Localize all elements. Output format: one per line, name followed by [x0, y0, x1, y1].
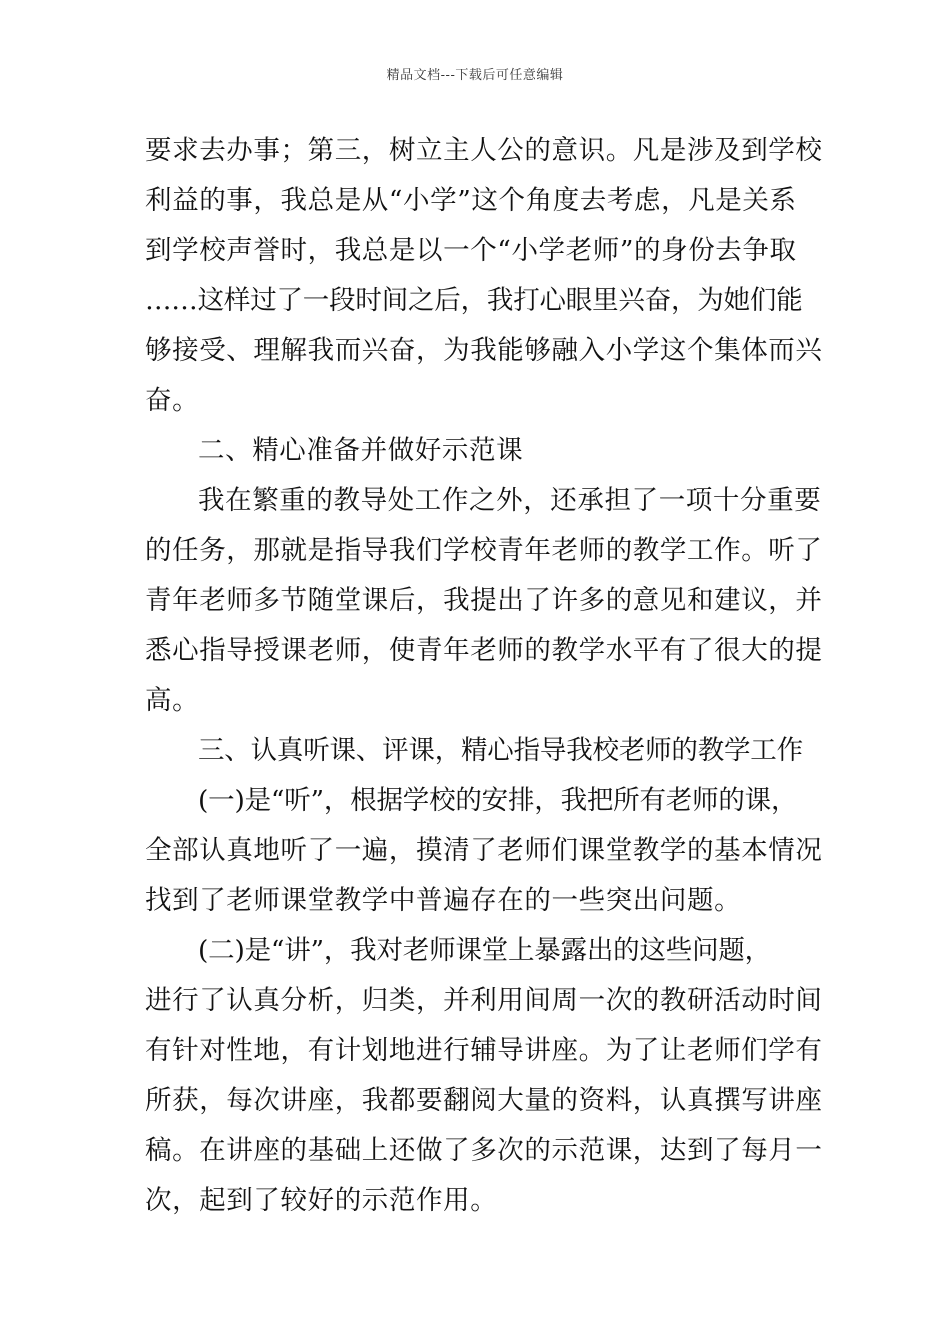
paragraph-line: 所获，每次讲座，我都要翻阅大量的资料，认真撰写讲座 — [145, 1085, 823, 1116]
paragraph-line: 进行了认真分析，归类，并利用间周一次的教研活动时间 — [145, 985, 823, 1016]
paragraph-line: 高。 — [145, 685, 200, 716]
paragraph-line: 稿。在讲座的基础上还做了多次的示范课，达到了每月一 — [145, 1135, 823, 1166]
paragraph-line: 青年老师多节随堂课后，我提出了许多的意见和建议，并 — [145, 585, 823, 616]
paragraph-line: 全部认真地听了一遍，摸清了老师们课堂教学的基本情况 — [145, 835, 823, 866]
paragraph-line: 到学校声誉时，我总是以一个“小学老师”的身份去争取 — [145, 235, 797, 266]
paragraph-line: 奋。 — [145, 385, 200, 416]
paragraph-line: 次，起到了较好的示范作用。 — [145, 1185, 498, 1216]
section-heading: 二、精心准备并做好示范课 — [198, 435, 524, 466]
paragraph-line: (一)是“听”，根据学校的安排，我把所有老师的课， — [198, 785, 798, 816]
paragraph-line: (二)是“讲”，我对老师课堂上暴露出的这些问题， — [198, 935, 771, 966]
paragraph-line: 我在繁重的教导处工作之外，还承担了一项十分重要 — [198, 485, 822, 516]
section-heading: 三、认真听课、评课，精心指导我校老师的教学工作 — [198, 735, 803, 766]
paragraph-line: 利益的事，我总是从“小学”这个角度去考虑，凡是关系 — [145, 185, 797, 216]
paragraph-line: 的任务，那就是指导我们学校青年老师的教学工作。听了 — [145, 535, 823, 566]
paragraph-line: 要求去办事；第三，树立主人公的意识。凡是涉及到学校 — [145, 135, 823, 166]
page-header: 精品文档---下载后可任意编辑 — [386, 68, 564, 83]
paragraph-line: 悉心指导授课老师，使青年老师的教学水平有了很大的提 — [145, 635, 823, 666]
paragraph-line: 够接受、理解我而兴奋，为我能够融入小学这个集体而兴 — [145, 335, 823, 366]
paragraph-line: 找到了老师课堂教学中普遍存在的一些突出问题。 — [145, 885, 742, 916]
document-body — [145, 126, 823, 1226]
paragraph-line: 有针对性地，有计划地进行辅导讲座。为了让老师们学有 — [145, 1035, 823, 1066]
paragraph-line: ……这样过了一段时间之后，我打心眼里兴奋，为她们能 — [145, 285, 803, 316]
